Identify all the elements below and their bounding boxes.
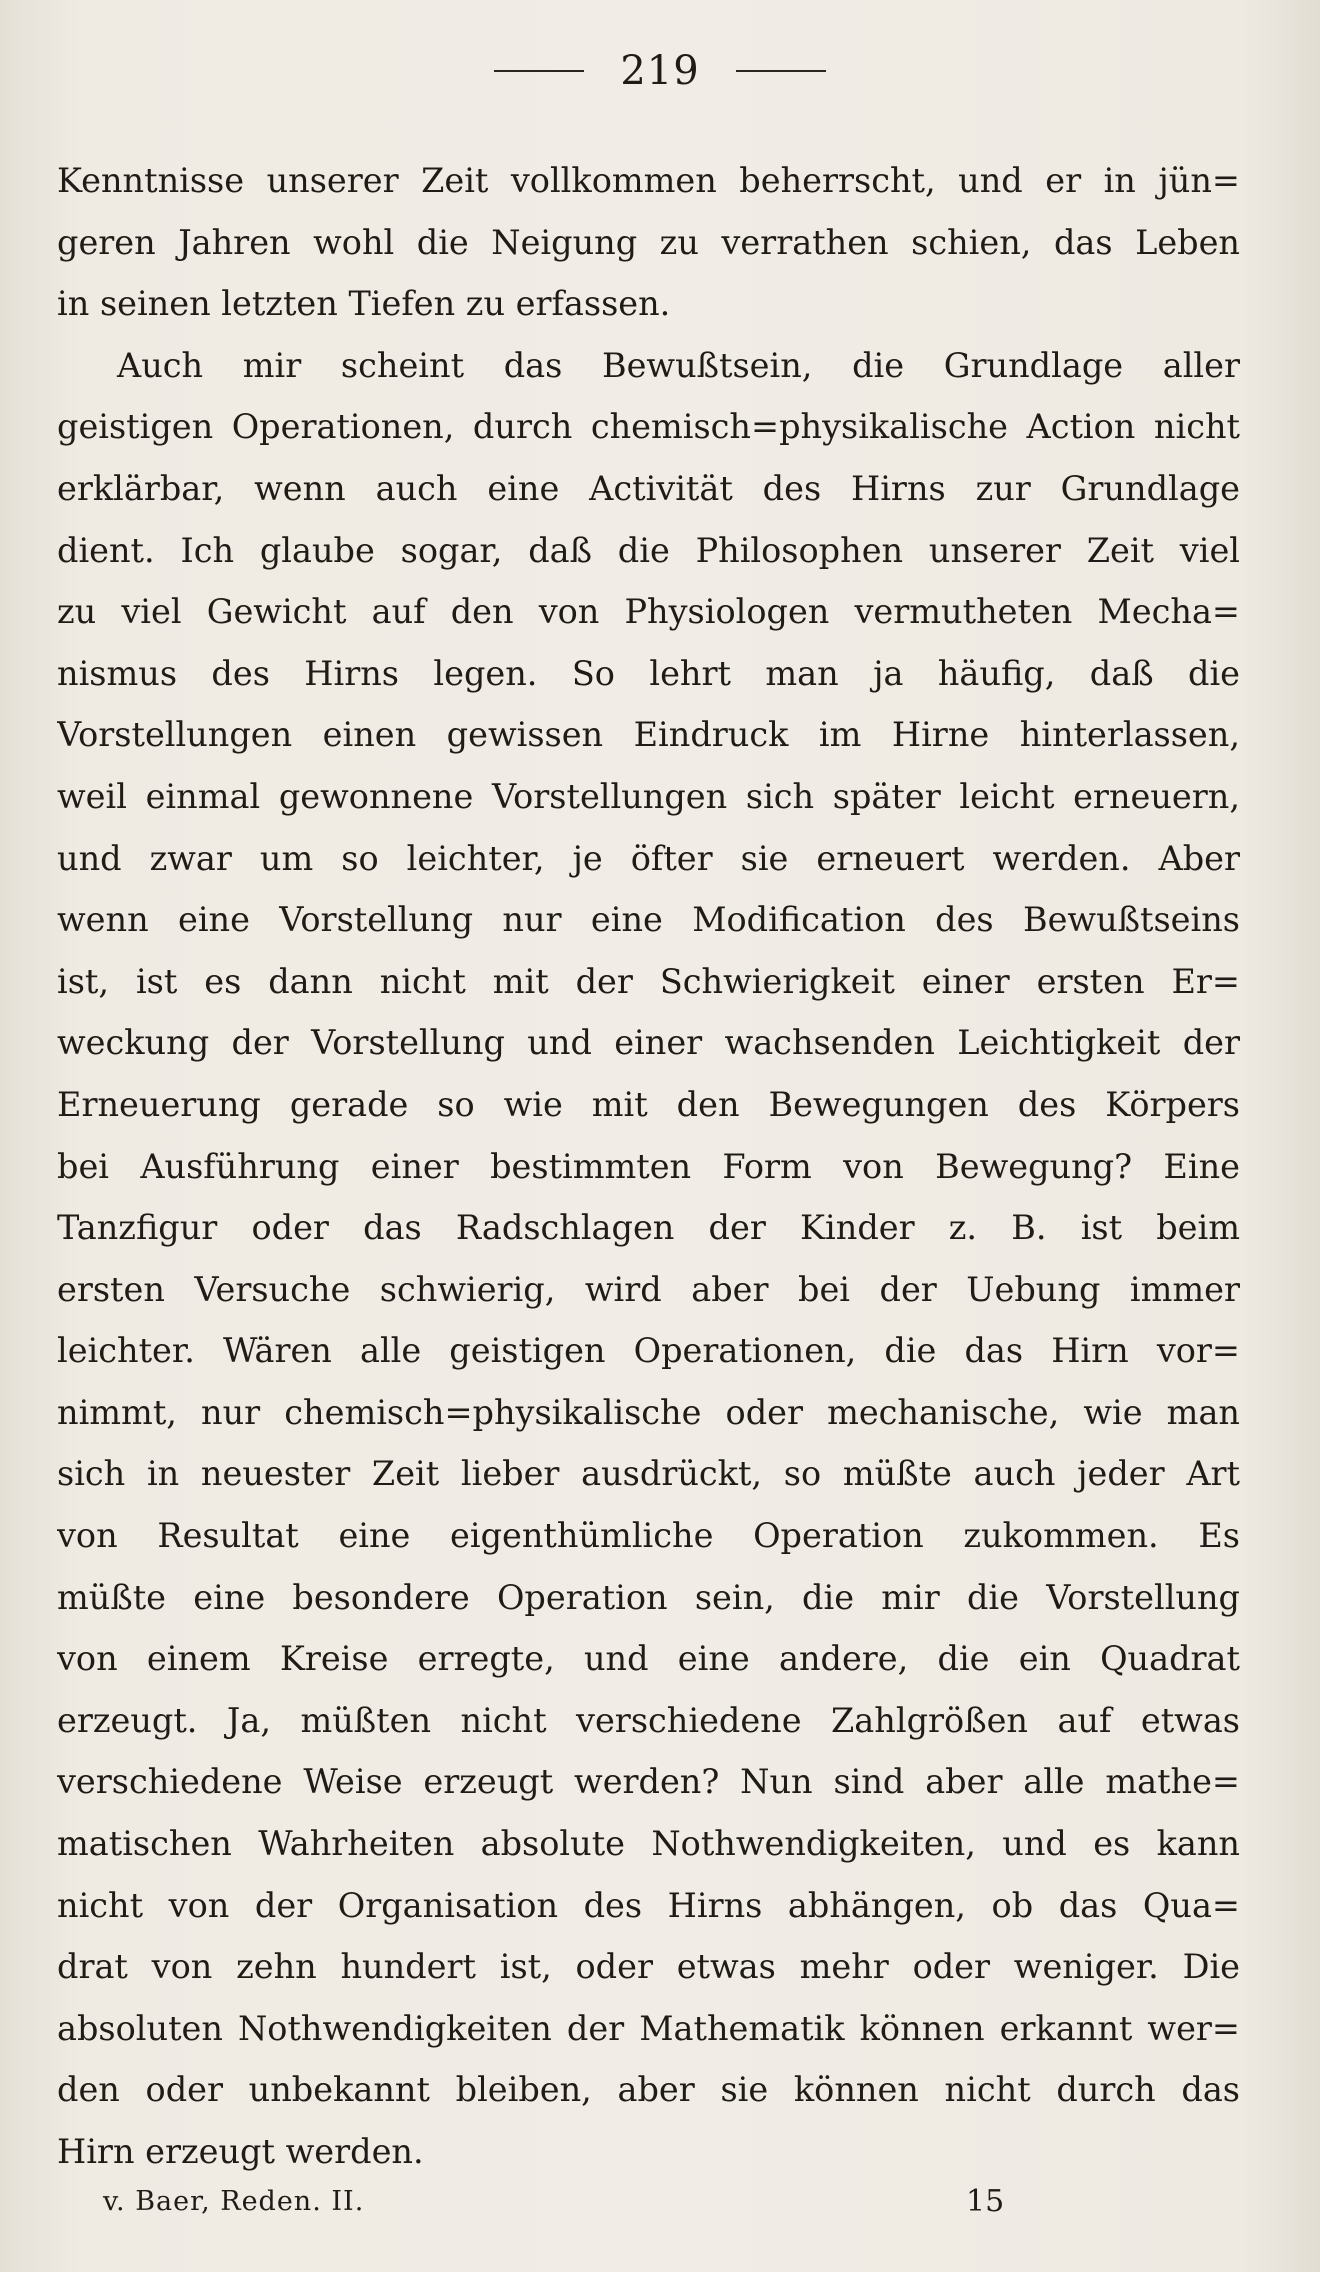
text-line: geren Jahren wohl die Neigung zu verrathen schien, das Leben (57, 222, 1240, 262)
text-line: ist, ist es dann nicht mit der Schwierigkeit einer ersten Er= (57, 961, 1240, 1001)
text-line: Tanzfigur oder das Radschlagen der Kinder z. B. ist beim (57, 1208, 1240, 1248)
page-footer (0, 2180, 1320, 2224)
body-text (57, 150, 1240, 2183)
text-line: verschiedene Weise erzeugt werden? Nun sind aber alle mathe= (57, 1762, 1240, 1802)
signature-mark: v. Baer, Reden. II. (103, 2186, 365, 2217)
header-rule-left (494, 70, 584, 72)
text-line: Hirn erzeugt werden. (57, 2132, 424, 2171)
text-line: zu viel Gewicht auf den von Physiologen vermutheten Mecha= (57, 592, 1240, 632)
header-rule-right (736, 70, 826, 72)
text-line: den oder unbekannt bleiben, aber sie können nicht durch das (57, 2070, 1240, 2110)
text-line: nismus des Hirns legen. So lehrt man ja häufig, daß die (57, 653, 1240, 693)
page-number: 219 (620, 48, 700, 94)
text-line: sich in neuester Zeit lieber ausdrückt, so müßte auch jeder Art (57, 1454, 1240, 1494)
text-line: von einem Kreise erregte, und eine andere, die ein Quadrat (57, 1639, 1240, 1679)
text-line: Auch mir scheint das Bewußtsein, die Grundlage aller (117, 345, 1240, 385)
text-line: leichter. Wären alle geistigen Operationen, die das Hirn vor= (57, 1331, 1240, 1371)
text-line: in seinen letzten Tiefen zu erfassen. (57, 284, 671, 324)
text-line: und zwar um so leichter, je öfter sie erneuert werden. Aber (57, 838, 1240, 878)
signature-number: 15 (966, 2184, 1005, 2219)
text-line: erzeugt. Ja, müßten nicht verschiedene Zahlgrößen auf etwas (57, 1700, 1240, 1740)
text-line: Vorstellungen einen gewissen Eindruck im Hirne hinterlassen, (57, 715, 1240, 755)
text-line: nicht von der Organisation des Hirns abhängen, ob das Qua= (57, 1885, 1240, 1925)
text-line: dient. Ich glaube sogar, daß die Philosophen unserer Zeit viel (57, 530, 1240, 570)
text-line: weil einmal gewonnene Vorstellungen sich später leicht erneuern, (57, 776, 1240, 816)
text-line: absoluten Nothwendigkeiten der Mathematik können erkannt wer= (57, 2008, 1240, 2048)
text-line: drat von zehn hundert ist, oder etwas mehr oder weniger. Die (57, 1947, 1240, 1987)
text-line: müßte eine besondere Operation sein, die mir die Vorstellung (57, 1577, 1240, 1617)
text-line: weckung der Vorstellung und einer wachsenden Leichtigkeit der (57, 1023, 1240, 1063)
text-line: nimmt, nur chemisch=physikalische oder mechanische, wie man (57, 1392, 1240, 1432)
text-line: matischen Wahrheiten absolute Nothwendigkeiten, und es kann (57, 1824, 1240, 1864)
text-line: geistigen Operationen, durch chemisch=physikalische Action nicht (57, 407, 1240, 447)
text-line: erklärbar, wenn auch eine Activität des Hirns zur Grundlage (57, 468, 1240, 508)
page-header (0, 46, 1320, 96)
text-line: bei Ausführung einer bestimmten Form von Bewegung? Eine (57, 1146, 1240, 1186)
text-line: Erneuerung gerade so wie mit den Bewegungen des Körpers (57, 1084, 1240, 1124)
text-line: ersten Versuche schwierig, wird aber bei der Uebung immer (57, 1269, 1240, 1309)
text-line: wenn eine Vorstellung nur eine Modification des Bewußtseins (57, 900, 1240, 940)
text-line: Kenntnisse unserer Zeit vollkommen beherrscht, und er in jün= (57, 161, 1240, 200)
text-line: von Resultat eine eigenthümliche Operation zukommen. Es (57, 1516, 1240, 1556)
